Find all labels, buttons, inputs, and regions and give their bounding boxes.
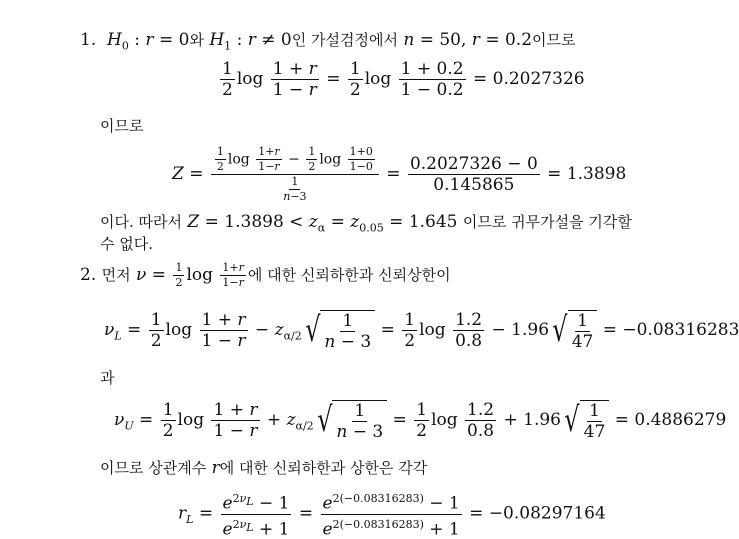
rL-value: −0.08297164 — [488, 503, 606, 524]
conclusion-crit: 1.645 — [408, 212, 458, 232]
equation-r-lower: $r_L$ = $\frac{e^{2\nu_L} - 1}{e^{2\nu_L} + 1}$ = $\frac{e^{2(-0.08316283)} - 1}{e^{2(-0.08316283)} + 1}$ = −0.08297164 — [178, 492, 606, 539]
item1-marker: 1. — [80, 30, 97, 50]
intro-tail: 에 대한 신뢰하한과 신뢰상한이 — [247, 266, 451, 284]
z-num-b: 0 — [526, 154, 538, 174]
item1-conclusion: 이다. 따라서 $Z = 1.3898 < z_\alpha = z_{0.05} = 1.645$ 이므로 귀무가설을 기각할 — [100, 212, 632, 235]
and-text: 과 — [100, 369, 115, 387]
equation-z-stat: Z = $\frac{1}{2}$ log $\frac{1+r}{1-r}$ − $\frac{1}{2}$ log $\frac{1+0}{1-0}$ $\frac{1}{n-3}$ = $\frac{0.2027326 - 0}{0.145865}$ = 1.3898 — [172, 145, 627, 203]
result-01: 0.2027326 — [492, 69, 585, 89]
conclusion-tail: 이므로 귀무가설을 기각할 — [462, 213, 632, 231]
ro-text: 이므로 — [100, 117, 144, 135]
closing-tail: 에 대한 신뢰하한과 상한은 각각 — [219, 459, 428, 477]
z-crit-u: 1.96 — [523, 410, 561, 430]
conclusion-z: 1.3898 — [224, 212, 284, 232]
lower-value: −0.08316283 — [622, 320, 739, 340]
frac-num-l: 1.2 — [455, 310, 483, 330]
upper-value: 0.4886279 — [634, 410, 727, 430]
item2-closing: 이므로 상관계수 r에 대한 신뢰하한과 상한은 각각 — [100, 458, 428, 478]
frac-den-u: 0.8 — [467, 421, 495, 441]
conclusion-line2: 수 없다. — [100, 235, 154, 253]
z-num-a: 0.2027326 — [409, 154, 502, 174]
z-den: 0.145865 — [433, 175, 515, 195]
frac-num-u: 1.2 — [467, 400, 495, 420]
intro-head: 먼저 — [101, 266, 131, 284]
item2-marker: 2. — [80, 265, 97, 285]
conclusion-line1: 이다. 따라서 — [100, 213, 182, 231]
n-val-u: 47 — [583, 422, 606, 442]
hypothesis-tail: 인 가설검정에서 — [291, 31, 398, 49]
item2-header: 2. 먼저 ν = $\frac{1}{2}$ log $\frac{1+r}{1-r}$ 에 대한 신뢰하한과 신뢰상한이 — [80, 261, 451, 289]
z-value: 1.3898 — [566, 164, 627, 184]
closing-text: 이므로 상관계수 — [100, 459, 207, 477]
equation-fisher-z: $\frac{1}{2}$ log $\frac{1 + r}{1 - r}$ = $\frac{1}{2}$ log $\frac{1 + 0.2}{1 - 0.2}$ = 0.2027326 — [222, 59, 585, 100]
item1-header: 1. $H_0$ : r = 0와 $H_1$ : r ≠ 0인 가설검정에서 n = 50, r = 0.2이므로 — [80, 30, 576, 53]
frac-den-l: 0.8 — [455, 331, 483, 351]
n-val-l: 47 — [571, 332, 594, 352]
equation-nu-upper: $\nu_U$ = $\frac{1}{2}$ log $\frac{1 + r}{1 - r}$ + $z_{\alpha/2}$ √ $\frac{1}{n - 3}$ = $\frac{1}{2}$ log $\frac{1.2}{0.8}$ + 1.96 √ $\frac{1}{47}$ = 0.4886279 — [114, 400, 727, 442]
equation-nu-lower: $\nu_L$ = $\frac{1}{2}$ log $\frac{1 + r}{1 - r}$ − $z_{\alpha/2}$ √ $\frac{1}{n - 3}$ = $\frac{1}{2}$ log $\frac{1.2}{0.8}$ − 1.96 √ $\frac{1}{47}$ = −0.08316283 — [104, 310, 739, 352]
z-crit-l: 1.96 — [511, 320, 550, 340]
